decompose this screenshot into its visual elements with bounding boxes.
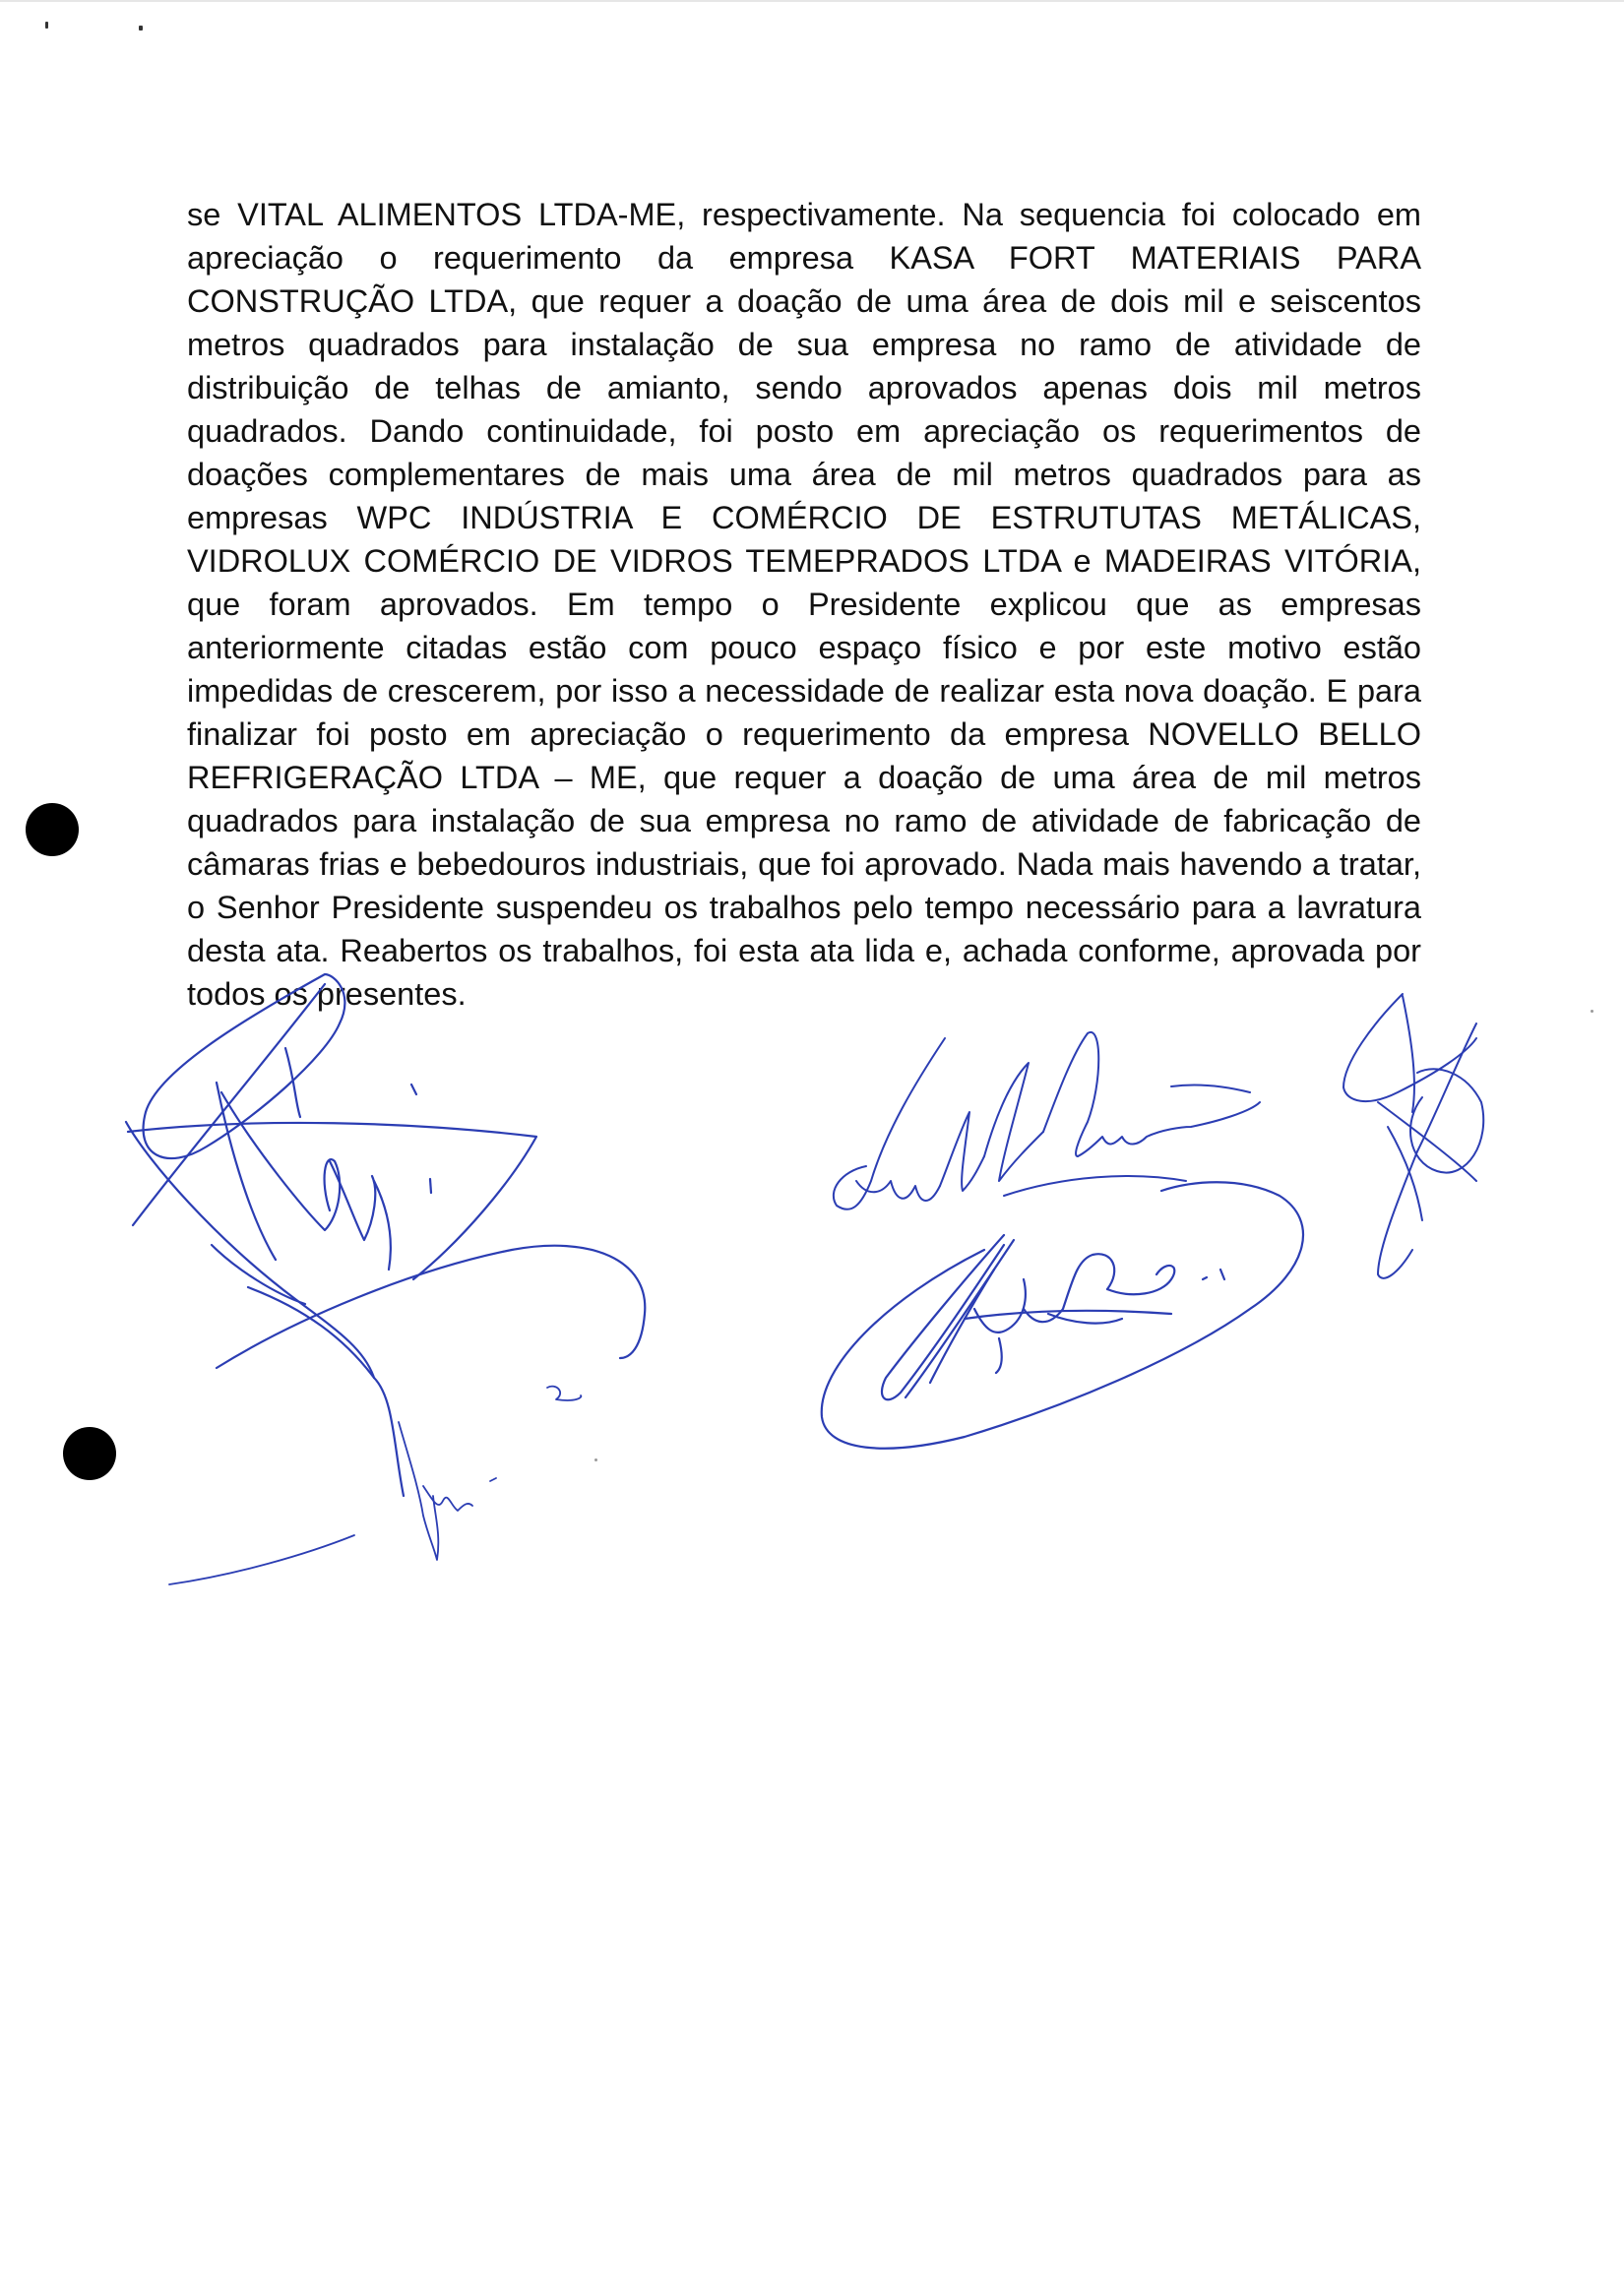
- scan-edge: [0, 0, 1624, 2]
- signature-left-large: [126, 974, 645, 1496]
- scan-speck: [1591, 1010, 1593, 1013]
- punch-hole-upper: [26, 803, 79, 856]
- signature-left-small: [169, 1387, 581, 1584]
- corner-mark-left: [45, 22, 48, 29]
- signature-middle-lower: [822, 1182, 1303, 1448]
- signature-middle-upper: [834, 1032, 1260, 1209]
- corner-mark-right: [139, 26, 143, 31]
- scan-speck-2: [594, 1458, 597, 1461]
- signature-right: [1343, 994, 1483, 1278]
- punch-hole-lower: [63, 1427, 116, 1480]
- body-paragraph: se VITAL ALIMENTOS LTDA-ME, respectivamente. Na sequencia foi colocado em apreciação o requerimento da empresa KASA FORT MATERIAIS PARA CONSTRUÇÃO LTDA, que requer a doação de uma área de dois mil e seiscentos metros quadrados para instalação de sua empresa no ramo de atividade de distribuição de telhas de amianto, sendo aprovados apenas dois mil metros quadrados. Dando continuidade, foi posto em apreciação os requerimentos de doações complementares de mais uma área de mil metros quadrados para as empresas WPC INDÚSTRIA E COMÉRCIO DE ESTRUTUTAS METÁLICAS, VIDROLUX COMÉRCIO DE VIDROS TEMEPRADOS LTDA e MADEIRAS VITÓRIA, que foram aprovados. Em tempo o Presidente explicou que as empresas anteriormente citadas estão com pouco espaço físico e por este motivo estão impedidas de crescerem, por isso a necessidade de realizar esta nova doação. E para finalizar foi posto em apreciação o requerimento da empresa NOVELLO BELLO REFRIGERAÇÃO LTDA – ME, que requer a doação de uma área de mil metros quadrados para instalação de sua empresa no ramo de atividade de fabricação de câmaras frias e bebedouros industriais, que foi aprovado. Nada mais havendo a tratar, o Senhor Presidente suspendeu os trabalhos pelo tempo necessário para a lavratura desta ata. Reabertos os trabalhos, foi esta ata lida e, achada conforme, aprovada por todos os presentes.: [187, 197, 1421, 1012]
